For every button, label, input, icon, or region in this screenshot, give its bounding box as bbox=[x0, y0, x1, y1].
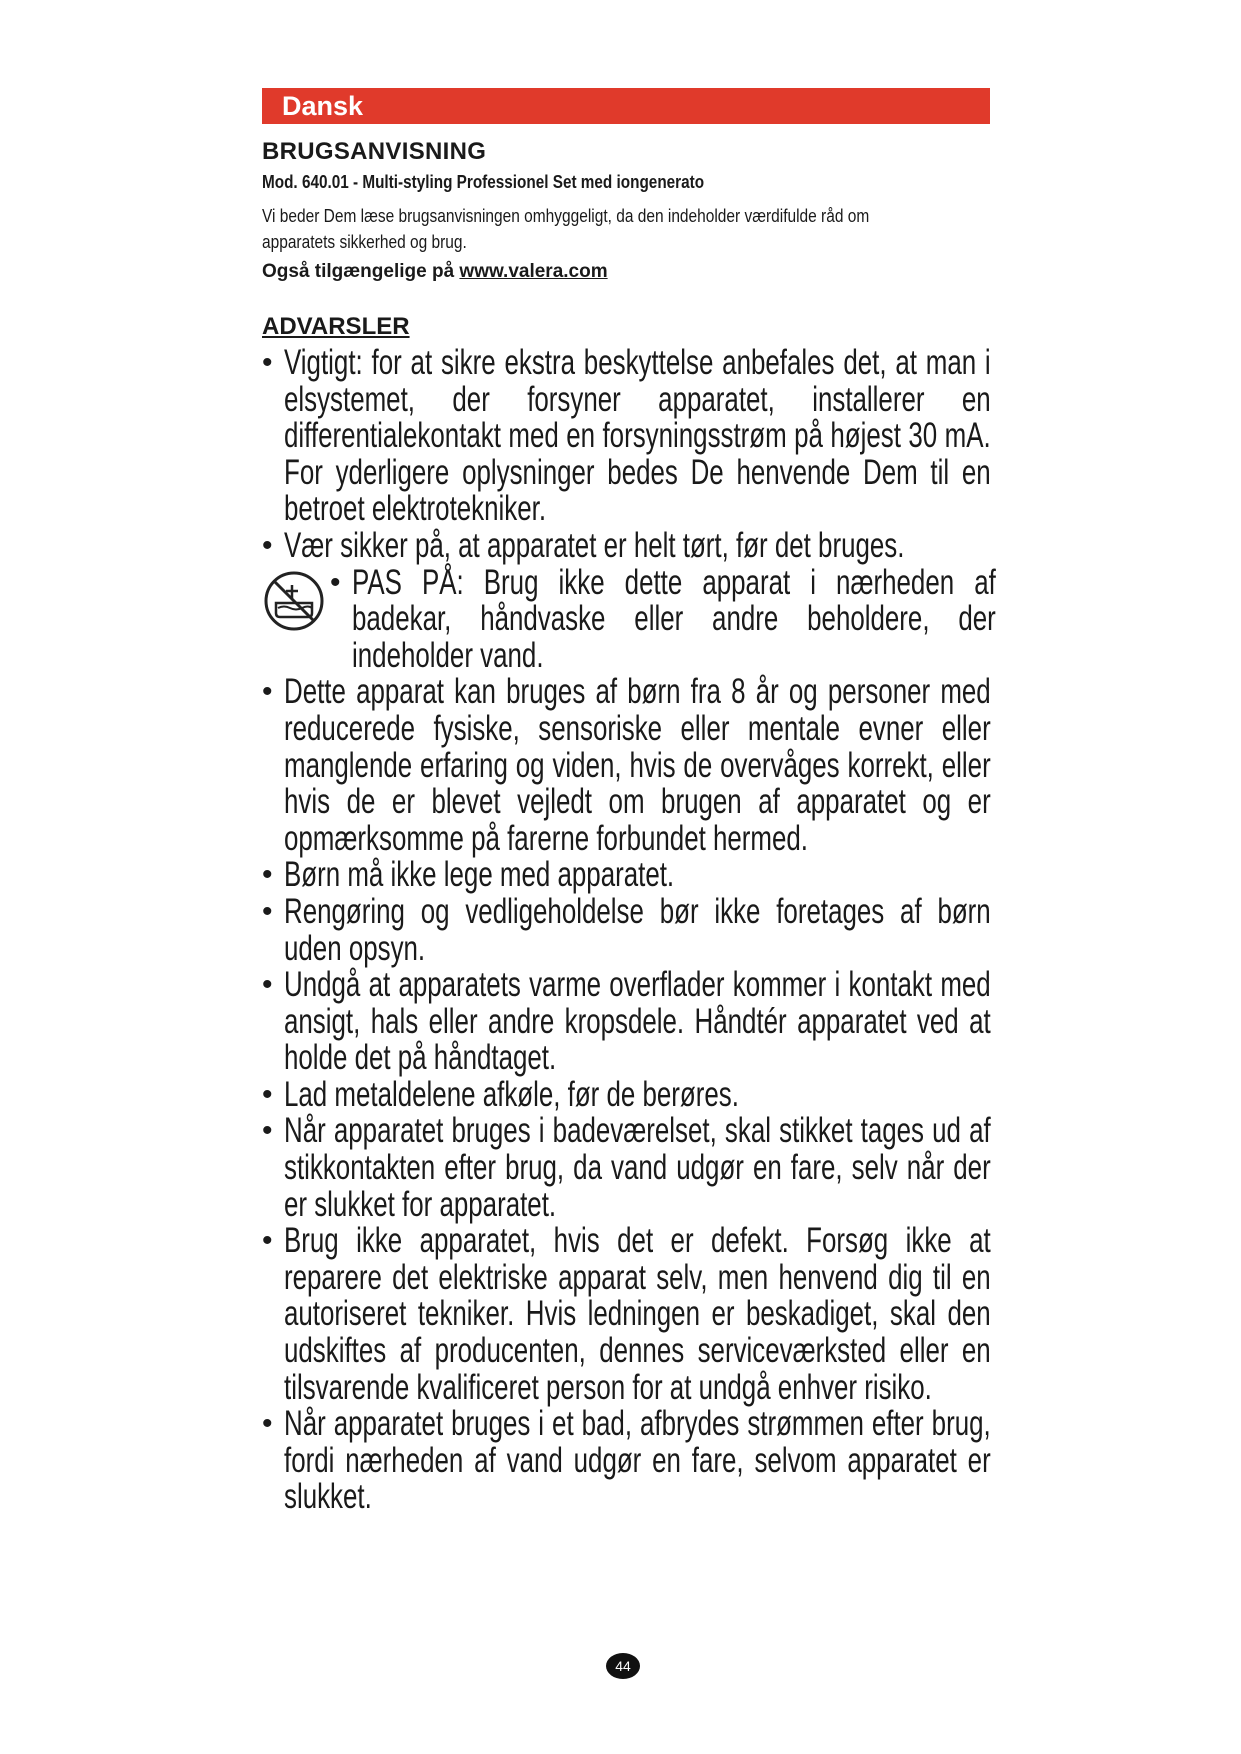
warnings-list bbox=[262, 343, 996, 1517]
warning-item bbox=[262, 967, 990, 1077]
warning-text: Børn må ikke lege med apparatet. bbox=[284, 855, 675, 895]
warning-item bbox=[262, 345, 990, 528]
bullet: • bbox=[262, 675, 273, 709]
warning-item bbox=[262, 525, 990, 565]
warning-item bbox=[262, 1113, 990, 1223]
language-header: Dansk bbox=[262, 88, 990, 124]
online-prefix: Også tilgængelige på bbox=[262, 261, 460, 282]
online-availability bbox=[262, 261, 990, 283]
page-number: 44 bbox=[606, 1653, 640, 1679]
warning-text: Vigtigt: for at sikre ekstra beskyttelse anbefales det, at man i elsystemet, der forsyner apparatet, installerer en differentialekontakt med en forsyningsstrøm på højest 30 mA. For yderligere oplysninger bedes De henvende Dem til en betroet elektrotekniker. bbox=[284, 343, 991, 529]
warning-item bbox=[262, 1406, 990, 1516]
bullet: • bbox=[262, 1407, 273, 1441]
bullet: • bbox=[262, 858, 273, 892]
no-bath-water-icon bbox=[262, 569, 326, 633]
warning-text: Når apparatet bruges i et bad, afbrydes strømmen efter brug, fordi nærheden af vand udgør en fare, selvom apparatet er slukket. bbox=[284, 1404, 991, 1517]
bullet: • bbox=[262, 894, 273, 928]
bullet: • bbox=[262, 1224, 273, 1258]
warning-text: Når apparatet bruges i badeværelset, skal stikket tages ud af stikkontakten efter brug, da vand udgør en fare, selv når der er slukket for apparatet. bbox=[284, 1111, 991, 1224]
website-link[interactable]: www.valera.com bbox=[459, 261, 608, 282]
warning-item bbox=[262, 857, 990, 894]
bullet: • bbox=[330, 565, 341, 599]
document-title: BRUGSANVISNING bbox=[262, 138, 487, 165]
section-title-warnings: ADVARSLER bbox=[262, 313, 410, 340]
intro-line: Vi beder Dem læse brugsanvisningen omhyggeligt, da den indeholder værdifulde råd om bbox=[262, 206, 870, 226]
warning-text: Rengøring og vedligeholdelse bør ikke foretages af børn uden opsyn. bbox=[284, 891, 991, 968]
model-line: Mod. 640.01 - Multi-styling Professionel Set med iongenerato bbox=[262, 172, 705, 192]
warning-item-water bbox=[262, 562, 996, 675]
warning-text: Lad metaldelene afkøle, før de berøres. bbox=[284, 1074, 739, 1114]
bullet: • bbox=[262, 528, 273, 562]
warning-item bbox=[262, 1223, 990, 1406]
warning-text: Dette apparat kan bruges af børn fra 8 år og personer med reducerede fysiske, sensoriske eller mentale evner eller manglende erfaring og viden, hvis de overvåges korrekt, eller hvis de er blevet vejledt om brugen af apparatet og er opmærksomme på farerne forbundet hermed. bbox=[284, 672, 991, 858]
warning-text: Undgå at apparatets varme overflader kommer i kontakt med ansigt, hals eller andre kropsdele. Håndtér apparatet ved at holde det på håndtaget. bbox=[284, 965, 991, 1078]
warning-text: Vær sikker på, at apparatet er helt tørt, før det bruges. bbox=[284, 525, 905, 565]
bullet: • bbox=[262, 1077, 273, 1111]
bullet: • bbox=[262, 1114, 273, 1148]
warning-item bbox=[262, 891, 991, 968]
warning-text: PAS PÅ: Brug ikke dette apparat i nærheden af badekar, håndvaske eller andre beholdere, der indeholder vand. bbox=[352, 562, 996, 675]
warning-text: Brug ikke apparatet, hvis det er defekt. Forsøg ikke at reparere det elektriske apparat selv, men henvend dig til en autoriseret tekniker. Hvis ledningen er beskadiget, skal den udskiftes af producenten, dennes serviceværksted eller en tilsvarende kvalificeret person for at undgå enhver risiko. bbox=[284, 1221, 991, 1407]
intro-line: apparatets sikkerhed og brug. bbox=[262, 232, 467, 252]
warning-item bbox=[262, 1074, 990, 1114]
bullet: • bbox=[262, 346, 273, 379]
intro-text bbox=[262, 203, 990, 255]
bullet: • bbox=[262, 968, 273, 1002]
manual-page bbox=[262, 88, 996, 1517]
warning-item bbox=[262, 674, 990, 857]
